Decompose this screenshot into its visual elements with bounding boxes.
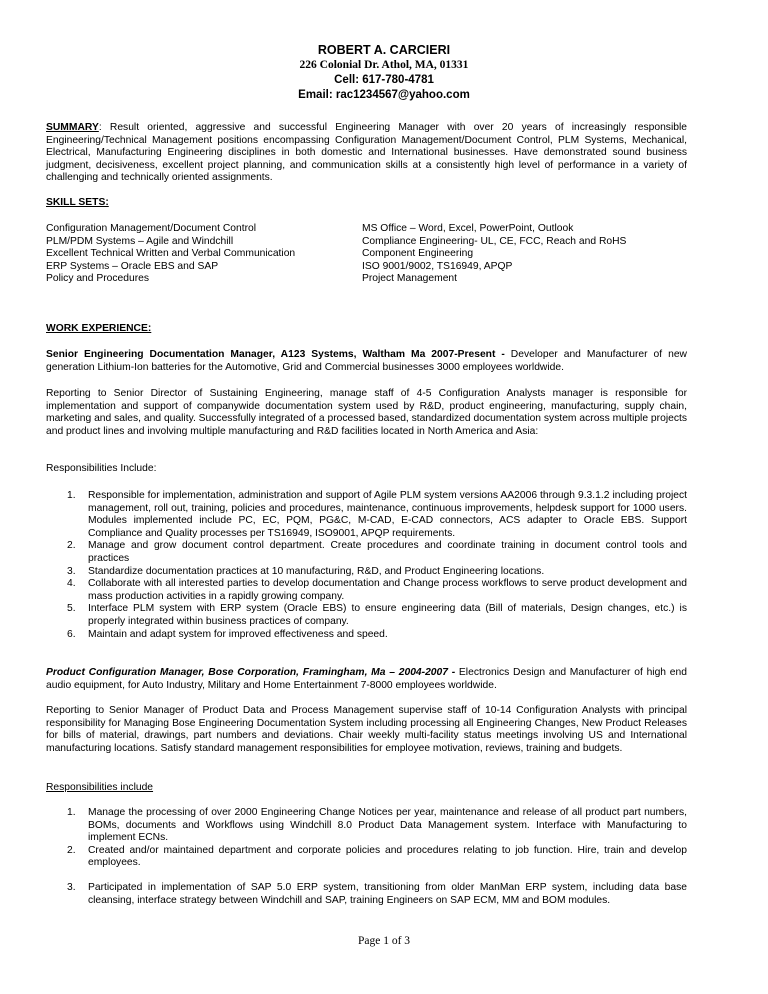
list-item — [46, 566, 687, 579]
work-experience-heading: WORK EXPERIENCE: — [46, 323, 152, 334]
list-item — [46, 603, 687, 628]
skill-sets-heading: SKILL SETS: — [46, 197, 109, 208]
summary-section — [46, 122, 687, 185]
list-text: Maintain and adapt system for improved effectiveness and speed. — [88, 628, 388, 640]
list-text: Manage the processing of over 2000 Engineering Change Notices per year, maintenance and release of all product part numbers, BOMs, documents and Workflows using Windchill 8.0 Product Data Management system. Interface with Manufacturing to implement ECNs. — [88, 807, 687, 844]
list-number: 1. — [67, 807, 76, 818]
work-experience-label — [46, 323, 687, 336]
list-text: Collaborate with all interested parties to develop documentation and Change process workflows to serve product development and mass production activities in a rapidly growing company. — [88, 578, 687, 602]
list-text: Interface PLM system with ERP system (Oracle EBS) to ensure engineering data (Bill of materials, Design changes, etc.) is properly integrated within business practices of company. — [88, 603, 687, 627]
skill-item: Project Management — [362, 273, 458, 285]
job2-description: Electronics Design and Manufacturer of high end audio equipment, for Auto Industry, Military and Home Entertainment 7-8000 employees worldwide. — [46, 667, 687, 691]
job1-responsibilities-label: Responsibilities Include: — [46, 463, 157, 474]
list-item — [46, 490, 687, 540]
list-text: Standardize documentation practices at 10 manufacturing, R&D, and Product Engineering locations. — [88, 565, 545, 577]
job2-heading — [46, 667, 687, 692]
skill-item: Policy and Procedures — [46, 273, 150, 285]
job2-responsibilities — [46, 807, 687, 907]
list-item — [46, 540, 687, 565]
list-number: 2. — [67, 844, 76, 856]
job1-description: Developer and Manufacturer of new generation Lithium-Ion batteries for the Automotive, Grid and Commercial businesses 3000 employees worldwide. — [46, 349, 687, 373]
resume-header — [0, 43, 768, 103]
list-text: Responsible for implementation, administration and support of Agile PLM system versions AA2006 through 9.3.1.2 including project management, roll out, training, policies and procedures, maintenance, continuous improvements, helpdesk support for 1000 users. Modules implemented include PC, EC, PQM, PG&C, M-CAD, E-CAD connectors, ACS adapter to Oracle EBS. Support Compliance and Quality processes per TS16949, ISO9001, APQP requirements. — [88, 490, 687, 539]
list-text: Participated in implementation of SAP 5.0 ERP system, transitioning from older ManMan ERP system, including data base cleansing, interface strategy between Windchill and SAP, training Engineers on SAP ECM, MM and BOM modules. — [88, 881, 687, 906]
candidate-name: ROBERT A. CARCIERI — [317, 43, 451, 57]
skill-item: Configuration Management/Document Control — [46, 223, 257, 234]
job1-heading — [46, 349, 687, 374]
page-number: Page 1 of 3 — [357, 935, 411, 947]
job1-responsibilities — [46, 490, 687, 641]
job2-responsibilities-heading: Responsibilities include — [46, 782, 154, 793]
skill-item: MS Office – Word, Excel, PowerPoint, Outlook — [362, 223, 574, 234]
list-number: 4. — [67, 578, 76, 590]
list-item — [46, 882, 687, 907]
list-number: 3. — [67, 565, 76, 577]
list-number: 1. — [67, 490, 76, 501]
skills-right-column — [362, 223, 626, 286]
skill-item: ERP Systems – Oracle EBS and SAP — [46, 260, 219, 272]
list-item — [46, 807, 687, 845]
list-number: 6. — [67, 628, 76, 640]
job1-paragraph: Reporting to Senior Director of Sustaining Engineering, manage staff of 4-5 Configuration Analysts manager is responsible for implementation and support of companywide documentation system used by R&D, product engineering, manufacturing, supply chain, marketing and sales, and quality. Successfully integrated of a processed based, standardized documentation system across multiple projects and product lines and involving multiple manufacturing and R&D facilities located in North America and Asia: — [46, 388, 687, 437]
skill-item: Component Engineering — [362, 248, 474, 260]
list-item — [46, 845, 687, 870]
list-text: Manage and grow document control department. Create procedures and coordinate training in document control tools and practices — [88, 540, 687, 564]
skill-item: ISO 9001/9002, TS16949, APQP — [362, 260, 513, 272]
skill-item: Compliance Engineering- UL, CE, FCC, Reach and RoHS — [362, 235, 627, 247]
skill-sets-label — [46, 197, 687, 210]
list-text: Created and/or maintained department and corporate policies and procedures relating to job function. Hire, train and develop employees. — [88, 844, 687, 869]
list-item — [46, 578, 687, 603]
job2-paragraph: Reporting to Senior Manager of Product Data and Process Management supervise staff of 10-14 Configuration Analysts with principal responsibility for Managing Bose Engineering Documentation System including processing all Engineering Changes, New Product Releases for bills of material, drawings, part numbers and deviations. Chair weekly multi-facility status meetings involving US and International manufacturing locations. Satisfy standard management responsibilities for employee motivation, reviews, training and budgets. — [46, 705, 687, 754]
cell-phone: Cell: 617-780-4781 — [334, 74, 434, 86]
skill-item: Excellent Technical Written and Verbal Communication — [46, 248, 296, 260]
job2-responsibilities-label — [46, 782, 687, 795]
address: 226 Colonial Dr. Athol, MA, 01331 — [299, 59, 469, 71]
list-number: 2. — [67, 540, 76, 552]
summary-text: : Result oriented, aggressive and successful Engineering Manager with over 20 years of increasingly responsible Engineering/Technical Management positions encompassing Configuration Management/Document Control, PLM Systems, Mechanical, Electrical, Manufacturing Engineering disciplines in both domestic and International businesses. Have demonstrated sound business judgment, decisiveness, excellent project planning, and communication skills at a consistently high level of performance in a variety of challenging and technically oriented assignments. — [46, 122, 687, 184]
skills-left-column — [46, 223, 295, 286]
skill-item: PLM/PDM Systems – Agile and Windchill — [46, 235, 234, 247]
job1-title: Senior Engineering Documentation Manager, A123 Systems, Waltham Ma 2007-Present - — [46, 349, 505, 360]
summary-label: SUMMARY — [46, 122, 99, 133]
list-number: 5. — [67, 603, 76, 615]
email: Email: rac1234567@yahoo.com — [298, 89, 470, 101]
list-item — [46, 629, 687, 642]
list-number: 3. — [67, 881, 76, 893]
job2-title: Product Configuration Manager, Bose Corporation, Framingham, Ma – 2004-2007 - — [46, 667, 456, 678]
